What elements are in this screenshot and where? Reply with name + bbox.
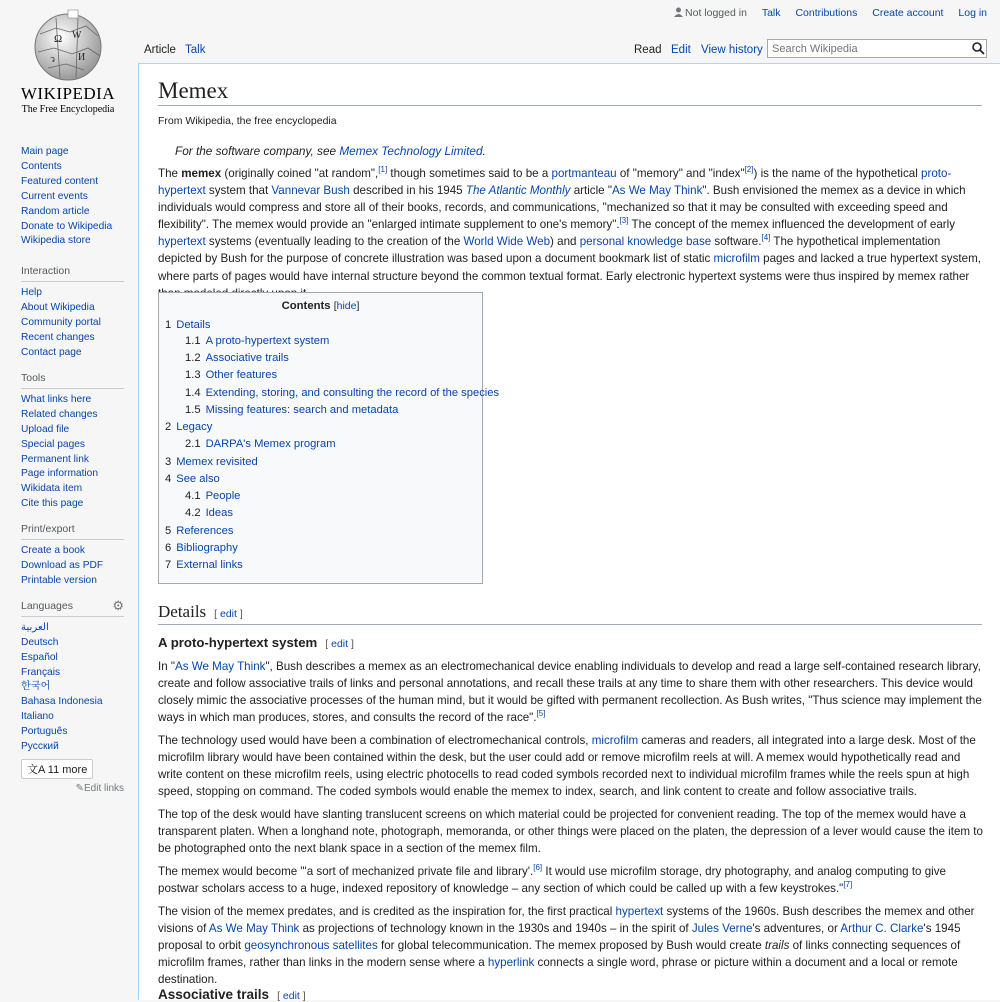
text: 's 1945 proposal to orbit <box>158 922 961 953</box>
toc-entry[interactable] <box>165 456 258 468</box>
edit-section-link[interactable]: edit <box>282 990 300 1002</box>
interaction-portal <box>21 265 124 361</box>
lang-item[interactable]: Русский <box>21 741 59 753</box>
toc-link[interactable]: Other features <box>205 369 278 381</box>
text: 's adventures, or <box>752 922 841 936</box>
print-portal <box>21 523 124 589</box>
anon-user <box>674 7 747 19</box>
text: ) is the name of the hypothetical <box>753 167 922 180</box>
svg-text:Ω: Ω <box>54 33 63 45</box>
print-heading: Print/export <box>21 523 124 540</box>
section-heading-details <box>158 602 982 625</box>
paragraph <box>158 863 984 897</box>
lang-item[interactable]: 한국어 <box>21 681 51 693</box>
tools-item[interactable]: Related changes <box>21 408 98 420</box>
toc-link[interactable]: A proto-hypertext system <box>205 335 330 347</box>
pencil-icon: ✎ <box>75 783 84 794</box>
text: for global telecommunication. The memex proposed by Bush would create <box>377 939 765 953</box>
tab-talk[interactable]: Talk <box>185 44 206 56</box>
lang-item[interactable]: العربية <box>21 621 49 633</box>
text: cameras and readers, all integrated into a large desk. Most of the microfilm library would have been contained within the desk, but the user could add or remove microfilm reels at will. A memex would hypothetically read and write content on these microfilm reels, using electric photocells to read coded symbols recorded next to individual microfilm frames while the reels spun at high speed, stopping on command. The coded symbols would enable the memex to index, search, and link content to create and follow associative trails. <box>158 734 976 799</box>
edit-links-label: Edit links <box>83 783 124 794</box>
personal-talk-link[interactable]: Talk <box>761 7 781 19</box>
site-subtitle: From Wikipedia, the free encyclopedia <box>158 115 337 127</box>
article-link[interactable]: hypertext <box>615 905 664 918</box>
nav-item[interactable]: Featured content <box>21 175 99 187</box>
article-link[interactable]: Vannevar Bush <box>271 184 350 198</box>
interaction-item[interactable]: Help <box>21 287 42 299</box>
toc-number: 2 <box>165 421 172 433</box>
tools-item[interactable]: Permanent link <box>21 453 89 465</box>
toc-entry[interactable] <box>185 490 240 502</box>
paragraph <box>158 732 984 800</box>
edit-section: [ edit ] <box>325 638 354 650</box>
toc-entry[interactable] <box>185 404 398 416</box>
toc-entry[interactable] <box>185 387 499 399</box>
tab-edit[interactable]: Edit <box>671 44 691 56</box>
toc-number: 1.3 <box>185 369 201 381</box>
lang-item[interactable]: Deutsch <box>21 636 59 648</box>
toc-entry[interactable] <box>165 542 238 554</box>
toc-link[interactable]: Associative trails <box>205 352 289 364</box>
hatnote-prefix: For the software company, see <box>175 144 340 158</box>
print-item[interactable]: Download as PDF <box>21 560 104 572</box>
interaction-item[interactable]: Recent changes <box>21 332 95 344</box>
page-title: Memex <box>158 78 982 106</box>
search-icon[interactable] <box>971 41 985 55</box>
citation-link[interactable]: [3] <box>619 216 629 226</box>
toc-number: 4.1 <box>185 490 201 502</box>
citation-link[interactable]: [6] <box>533 863 543 873</box>
toc-entry[interactable] <box>165 559 243 571</box>
citation-link[interactable]: [2] <box>744 165 754 175</box>
lead-paragraph <box>158 165 984 302</box>
user-icon <box>674 7 683 17</box>
nav-item[interactable]: Contents <box>21 160 62 172</box>
wikipedia-logo[interactable] <box>12 8 124 124</box>
lang-item[interactable]: Bahasa Indonesia <box>21 696 103 708</box>
article-link[interactable]: As We May Think <box>208 922 300 936</box>
toc-link[interactable]: Legacy <box>176 421 213 433</box>
toc-number: 2.1 <box>185 438 201 450</box>
toc-number: 7 <box>165 559 172 571</box>
lang-item[interactable]: Italiano <box>21 711 54 723</box>
section-title: Details <box>158 602 207 621</box>
toc-number: 1.1 <box>185 335 201 347</box>
interaction-item[interactable]: Contact page <box>21 346 82 358</box>
edit-links[interactable] <box>21 783 124 794</box>
toc-hide: [hide] <box>333 300 360 312</box>
tools-item[interactable]: Upload file <box>21 423 70 435</box>
text: of links connecting sequences of microfilm frames, rather than links in the modern sense where a <box>158 939 961 970</box>
toc-link[interactable]: Details <box>176 319 211 331</box>
toc-entry[interactable] <box>185 352 289 364</box>
citation-link[interactable]: [4] <box>761 233 771 243</box>
tools-heading: Tools <box>21 372 124 389</box>
tools-portal <box>21 372 124 512</box>
nav-item[interactable]: Main page <box>21 146 69 157</box>
text: The technology used would have been a combination of electromechanical controls, <box>158 734 592 747</box>
not-logged-in-label: Not logged in <box>685 7 747 19</box>
toc-number: 1.5 <box>185 404 201 416</box>
toc-number: 5 <box>165 525 172 537</box>
contributions-link[interactable]: Contributions <box>795 7 858 19</box>
article-link[interactable]: World Wide Web <box>463 235 551 249</box>
section-title: Associative trails <box>158 987 270 1002</box>
section-title: A proto-hypertext system <box>158 635 318 650</box>
content-area <box>138 63 1000 1000</box>
bold-term: memex <box>181 167 222 180</box>
svg-text:W: W <box>72 30 82 41</box>
article-link[interactable]: geosynchronous satellites <box>244 939 378 953</box>
text: article " <box>570 184 612 198</box>
toc-link[interactable]: Memex revisited <box>176 456 258 468</box>
svg-text:И: И <box>78 52 86 63</box>
toc-link[interactable]: DARPA's Memex program <box>205 438 336 450</box>
personal-tools <box>662 7 987 19</box>
tab-view-history[interactable]: View history <box>701 44 763 56</box>
citation-link[interactable]: [1] <box>378 165 388 175</box>
lang-item[interactable]: Español <box>21 651 58 663</box>
nav-item[interactable]: Wikipedia store <box>21 235 91 247</box>
hatnote-link[interactable]: Memex Technology Limited <box>339 144 483 158</box>
languages-heading-label: Languages <box>21 599 73 612</box>
print-item[interactable]: Create a book <box>21 545 85 557</box>
toc-link[interactable]: Bibliography <box>176 542 238 554</box>
italic-text: trails <box>764 939 790 953</box>
nav-item[interactable]: Donate to Wikipedia <box>21 220 113 232</box>
wikipedia-globe-icon <box>26 8 110 82</box>
more-languages-label: 11 more <box>47 764 88 776</box>
toc-link[interactable]: External links <box>176 559 243 571</box>
more-languages-button[interactable] <box>21 759 93 779</box>
gear-icon[interactable]: ⚙ <box>112 597 124 613</box>
toc-entry[interactable] <box>185 335 329 347</box>
tools-item[interactable]: Special pages <box>21 438 86 450</box>
text: The hypothetical implementation depicted by Bush for the purpose of concrete illustration was based upon a document bookmark list of static <box>158 235 941 266</box>
nav-item[interactable]: Current events <box>21 190 88 202</box>
toc-entry[interactable] <box>165 319 210 331</box>
paragraph <box>158 903 984 988</box>
article-link[interactable]: proto-hypertext <box>158 167 952 198</box>
lang-item[interactable]: Français <box>21 666 61 678</box>
hatnote-suffix: . <box>482 144 486 158</box>
text: systems of the 1960s. Bush describes the memex and other visions of <box>158 905 975 936</box>
text: as projections of technology known in the 1930s and 1940s – in the spirit of <box>299 922 692 936</box>
toc-link[interactable]: Extending, storing, and consulting the record of the species <box>205 387 500 399</box>
text: It would use microfilm storage, dry photography, and analog computing to give postwar scholars access to a huge, indexed repository of knowledge – any section of which could be called up with a few keystrokes." <box>158 865 946 896</box>
text: software. <box>711 235 762 249</box>
edit-section-link[interactable]: edit <box>331 638 349 650</box>
toc-title <box>159 300 482 312</box>
tools-item[interactable]: Cite this page <box>21 498 84 510</box>
text: The memex would become "'a sort of mechanized private file and library'. <box>158 865 534 878</box>
toc-number: 4.2 <box>185 507 201 519</box>
article-link[interactable]: Jules Verne <box>691 922 753 936</box>
nav-item[interactable]: Random article <box>21 205 90 217</box>
text: ) and <box>550 235 580 249</box>
search-input[interactable] <box>767 39 987 58</box>
interaction-item[interactable]: About Wikipedia <box>21 302 95 314</box>
languages-heading <box>21 597 124 617</box>
article-link[interactable]: personal knowledge base <box>579 235 712 249</box>
text: pages and lacked a true hypertext system, where parts of pages would have internal structure beyond the common textual format. Early electronic hypertext systems were thus inspired by memex rather <box>158 252 981 283</box>
toc-number: 4 <box>165 473 172 485</box>
toc-hide-link[interactable]: hide <box>336 300 357 312</box>
article-link[interactable]: hypertext <box>158 235 206 249</box>
tools-item[interactable]: Wikidata item <box>21 483 83 495</box>
edit-section-link[interactable]: edit <box>220 608 237 620</box>
tools-item[interactable]: Page information <box>21 468 99 480</box>
section-heading-proto <box>158 635 354 650</box>
tab-read[interactable]: Read <box>634 44 662 56</box>
article-link[interactable]: As We May Think <box>175 660 266 673</box>
table-of-contents <box>158 292 500 584</box>
sidebar <box>0 138 138 805</box>
toc-link[interactable]: See also <box>176 473 220 485</box>
tab-article[interactable]: Article <box>144 44 176 56</box>
toc-entry[interactable] <box>185 438 336 450</box>
wordmark: WIKIPEDIA <box>20 84 116 103</box>
toc-link[interactable]: References <box>176 525 234 537</box>
article-link[interactable]: The Atlantic Monthly <box>465 184 571 198</box>
toc-entry[interactable] <box>165 421 212 433</box>
toc-entry[interactable] <box>185 507 233 519</box>
print-item[interactable]: Printable version <box>21 574 97 586</box>
citation-link[interactable]: [5] <box>536 709 546 719</box>
text: system that <box>205 184 272 198</box>
hatnote <box>175 144 486 158</box>
languages-portal <box>21 597 124 794</box>
text: ", Bush describes a memex as an electromechanical device enabling individuals to develop and read a large self-contained research library, create and follow associative trails of links and personal annotations, and recall these trails at any time to share them with other researchers. This device would closely mimic the associative processes of the human mind, but it would be gifted with permanent recollection. As Bush writes, "Thus science may implement the ways in which man produces, stores, and consults the record of the race". <box>158 660 982 725</box>
text: The <box>158 167 182 180</box>
interaction-item[interactable]: Community portal <box>21 317 101 329</box>
citation-link[interactable]: [7] <box>843 880 853 890</box>
edit-section: [ edit ] <box>214 608 243 620</box>
toc-number: 3 <box>165 456 172 468</box>
text: systems (eventually leading to the creation of the <box>205 235 464 249</box>
svg-text:ว: ว <box>50 54 56 64</box>
article-link[interactable]: portmanteau <box>551 167 617 180</box>
toc-entry[interactable] <box>185 369 277 381</box>
toc-title-label: Contents <box>281 300 331 312</box>
text: (originally coined "at random", <box>221 167 379 180</box>
article-link[interactable]: microfilm <box>591 734 639 747</box>
text: connects a single word, phrase or picture within a document and a local or remote destination. <box>158 956 958 987</box>
create-account-link[interactable]: Create account <box>872 7 944 19</box>
text: ". Bush envisioned the memex as a device in which individuals would compress and store all of their books, records, and communications, "mechanized so that it may be consulted with exceeding speed and flexibility". The memex would provide an "enlarged intimate supplement to one's memory". <box>158 184 966 232</box>
toc-number: 1 <box>165 319 172 331</box>
login-link[interactable]: Log in <box>958 7 987 19</box>
toc-link[interactable]: Ideas <box>205 507 233 519</box>
toc-entry[interactable] <box>165 473 220 485</box>
paragraph: The top of the desk would have slanting translucent screens on which material could be projected for convenient reading. The top of the memex would have a transparent platen. When a longhand note, photograph, memoranda, or other things were placed on the platen, the depression of a lever would cause the item to be photographed onto the next blank space in a section of the memex film. <box>158 808 983 856</box>
tools-item[interactable]: What links here <box>21 393 92 405</box>
interaction-heading: Interaction <box>21 265 124 282</box>
toc-number: 1.2 <box>185 352 201 364</box>
paragraph <box>158 658 984 726</box>
toc-link[interactable]: People <box>205 490 241 502</box>
toc-number: 1.4 <box>185 387 201 399</box>
text: The concept of the memex influenced the development of early <box>628 218 956 232</box>
text: of "memory" and "index" <box>616 167 745 180</box>
article-link[interactable]: As We May Think <box>611 184 703 198</box>
lang-item[interactable]: Português <box>21 726 68 738</box>
text: The vision of the memex predates, and is credited as the inspiration for, the first practical <box>158 905 616 918</box>
tagline: The Free Encyclopedia <box>21 104 115 115</box>
text: though sometimes said to be a <box>387 167 552 180</box>
edit-section: [ edit ] <box>277 990 306 1002</box>
toc-link[interactable]: Missing features: search and metadata <box>205 404 399 416</box>
text: In " <box>158 660 176 673</box>
text: described in his 1945 <box>349 184 466 198</box>
article-link[interactable]: microfilm <box>713 252 760 266</box>
toc-number: 6 <box>165 542 172 554</box>
article-link[interactable]: Arthur C. Clarke <box>840 922 924 936</box>
translate-icon: 文A <box>27 764 45 776</box>
article-link[interactable]: hyperlink <box>487 956 535 970</box>
navigation-portal <box>21 145 124 249</box>
toc-entry[interactable] <box>165 525 233 537</box>
